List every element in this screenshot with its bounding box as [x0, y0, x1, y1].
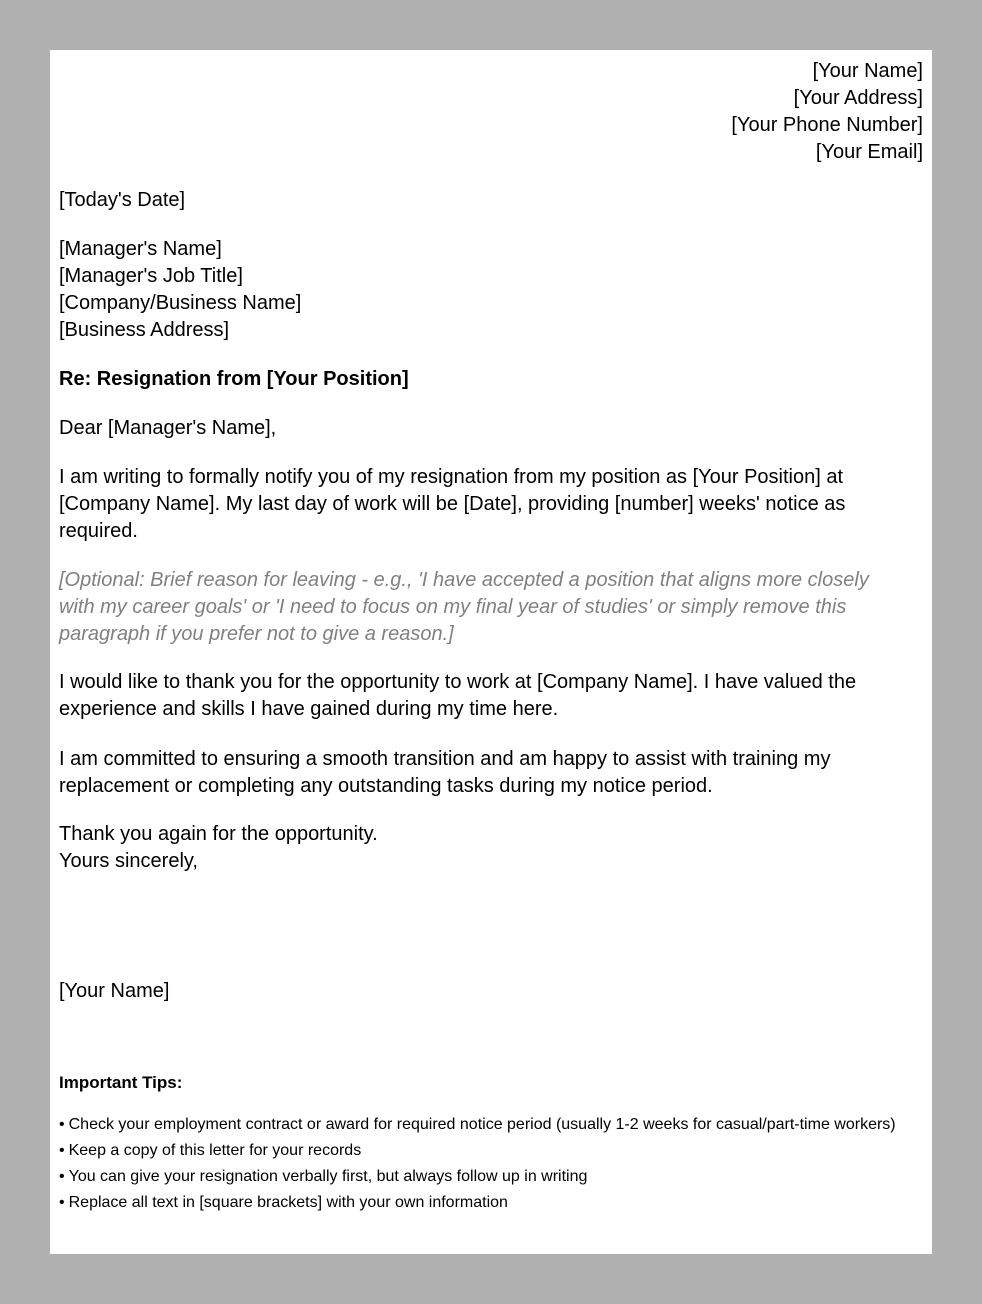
letter-page	[50, 50, 932, 1254]
tip-text: Keep a copy of this letter for your records	[68, 1142, 362, 1159]
recipient-address: [Business Address]	[59, 319, 230, 341]
bullet-icon: •	[59, 1168, 65, 1185]
list-item	[59, 1166, 899, 1188]
recipient-block	[59, 236, 899, 344]
tip-text: Replace all text in [square brackets] with your own information	[68, 1194, 508, 1211]
recipient-company: [Company/Business Name]	[59, 292, 302, 314]
list-item	[59, 1140, 899, 1162]
sender-email: [Your Email]	[815, 141, 923, 163]
tip-text: Check your employment contract or award for required notice period (usually 1-2 weeks for casual/part-time workers)	[68, 1116, 896, 1133]
body-paragraph-transition: I am committed to ensuring a smooth transition and am happy to assist with training my replacement or completing any outstanding tasks during my notice period.	[59, 748, 831, 797]
body-paragraph-notice: I am writing to formally notify you of my resignation from my position as [Your Position] at [Company Name]. My last day of work will be [Date], providing [number] weeks' notice as required.	[59, 466, 846, 542]
bullet-icon: •	[59, 1142, 65, 1159]
tips-title: Important Tips:	[59, 1073, 183, 1092]
signature-name: [Your Name]	[59, 980, 170, 1002]
bullet-icon: •	[59, 1194, 65, 1211]
body-paragraph-thanks: I would like to thank you for the opportunity to work at [Company Name]. I have valued the experience and skills I have gained during my time here.	[59, 671, 857, 720]
tip-text: You can give your resignation verbally first, but always follow up in writing	[68, 1168, 588, 1185]
sender-phone: [Your Phone Number]	[731, 114, 923, 136]
letter-salutation: Dear [Manager's Name],	[59, 417, 277, 439]
bullet-icon: •	[59, 1116, 65, 1133]
closing-thanks: Thank you again for the opportunity.	[59, 823, 378, 845]
tips-list	[59, 1114, 899, 1218]
recipient-manager-name: [Manager's Name]	[59, 238, 222, 260]
recipient-job-title: [Manager's Job Title]	[59, 265, 243, 287]
letter-subject: Re: Resignation from [Your Position]	[59, 368, 409, 390]
closing-signoff: Yours sincerely,	[59, 850, 198, 872]
body-paragraph-optional-reason: [Optional: Brief reason for leaving - e.g., 'I have accepted a position that aligns more closely with my career goals' or 'I need to focus on my final year of studies' or simply remove this paragraph if you prefer not to give a reason.]	[59, 569, 869, 645]
closing-block	[59, 821, 899, 875]
list-item	[59, 1192, 899, 1214]
list-item	[59, 1114, 899, 1136]
sender-block	[731, 58, 923, 166]
sender-address: [Your Address]	[793, 87, 923, 109]
sender-name: [Your Name]	[812, 60, 923, 82]
letter-date: [Today's Date]	[59, 189, 186, 211]
